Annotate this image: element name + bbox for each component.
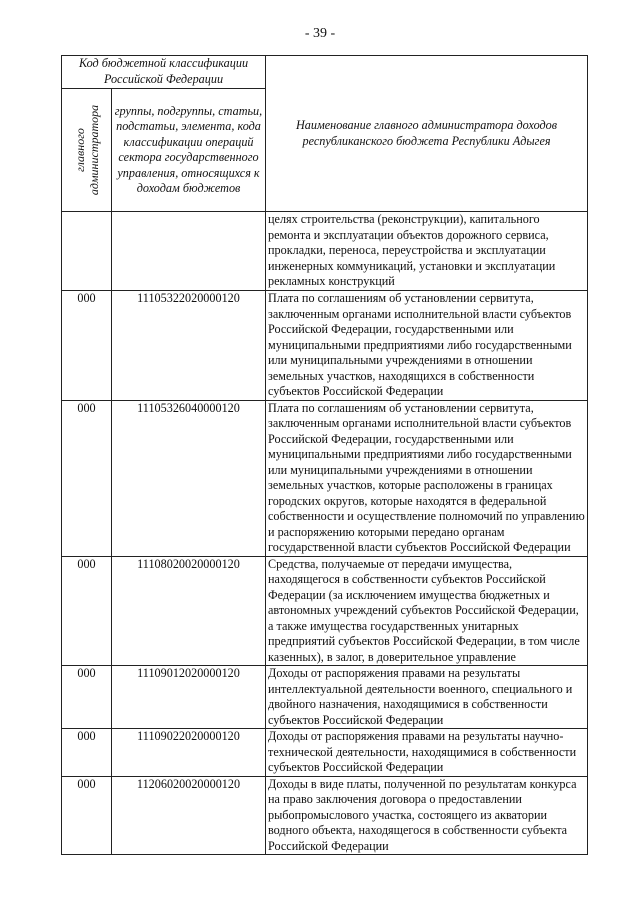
admin-cell: 000 xyxy=(62,291,112,401)
header-group-title: Код бюджетной классификации Российской Федерации xyxy=(62,56,266,89)
table-row xyxy=(62,400,588,556)
admin-cell xyxy=(62,212,112,291)
code-cell: 11108020020000120 xyxy=(112,556,266,666)
code-cell: 11109012020000120 xyxy=(112,666,266,729)
table-row xyxy=(62,776,588,855)
name-cell: Средства, получаемые от передачи имущества, находящегося в собственности субъектов Российской Федерации (за исключением имущества бюджетных и автономных учреждений субъектов Российской Федерации, а также имущества государственных унитарных предприятий субъектов Российской Федерации, в том числе казенных), в залог, в доверительное управление xyxy=(266,556,588,666)
table-row xyxy=(62,291,588,401)
admin-cell: 000 xyxy=(62,729,112,777)
code-cell: 11105322020000120 xyxy=(112,291,266,401)
table-row xyxy=(62,666,588,729)
name-cell: Плата по соглашениям об установлении сервитута, заключенным органами исполнительной власти субъектов Российской Федерации, государственными или муниципальными предприятиями либо государственными или муниципальными учреждениями в отношении земельных участков, которые расположены в границах городских округов, которые находятся в федеральной собственности и осуществление полномочий по управлению и распоряжению которыми передано органам государственной власти субъектов Российской Федерации xyxy=(266,400,588,556)
page-number: - 39 - xyxy=(304,26,336,41)
admin-cell: 000 xyxy=(62,400,112,556)
table-row xyxy=(62,729,588,777)
code-cell: 11109022020000120 xyxy=(112,729,266,777)
admin-cell: 000 xyxy=(62,776,112,855)
code-cell xyxy=(112,212,266,291)
name-cell: Доходы от распоряжения правами на результаты научно-технической деятельности, находящимися в собственности субъектов Российской Федерации xyxy=(266,729,588,777)
header-name-column: Наименование главного администратора доходов республиканского бюджета Республики Адыгея xyxy=(266,56,588,212)
code-cell: 11105326040000120 xyxy=(112,400,266,556)
name-cell: Доходы в виде платы, полученной по результатам конкурса на право заключения договора о предоставлении рыбопромыслового участка, состоящего из акватории водного объекта, находящегося в собственности субъекта Российской Федерации xyxy=(266,776,588,855)
name-cell: Доходы от распоряжения правами на результаты интеллектуальной деятельности военного, специального и двойного назначения, находящимися в собственности субъектов Российской Федерации xyxy=(266,666,588,729)
header-code-column: группы, подгруппы, статьи, подстатьи, элемента, кода классификации операций сектора государственного управления, относящихся к доходам бюджетов xyxy=(112,89,266,212)
table-header-row-1 xyxy=(62,56,588,89)
header-admin-cell xyxy=(62,89,112,212)
header-admin-column: главного администратора xyxy=(72,104,101,196)
budget-classification-table xyxy=(61,55,588,855)
table-row-continuation xyxy=(62,212,588,291)
table-row xyxy=(62,556,588,666)
admin-cell: 000 xyxy=(62,666,112,729)
name-cell: Плата по соглашениям об установлении сервитута, заключенным органами исполнительной власти субъектов Российской Федерации, государственными или муниципальными предприятиями либо государственными или муниципальными учреждениями в отношении земельных участков, находящихся в собственности субъектов Российской Федерации xyxy=(266,291,588,401)
code-cell: 11206020020000120 xyxy=(112,776,266,855)
name-cell: целях строительства (реконструкции), капитального ремонта и эксплуатации объектов дорожного сервиса, прокладки, переноса, переустройства и эксплуатации инженерных коммуникаций, установки и эксплуатации рекламных конструкций xyxy=(266,212,588,291)
admin-cell: 000 xyxy=(62,556,112,666)
